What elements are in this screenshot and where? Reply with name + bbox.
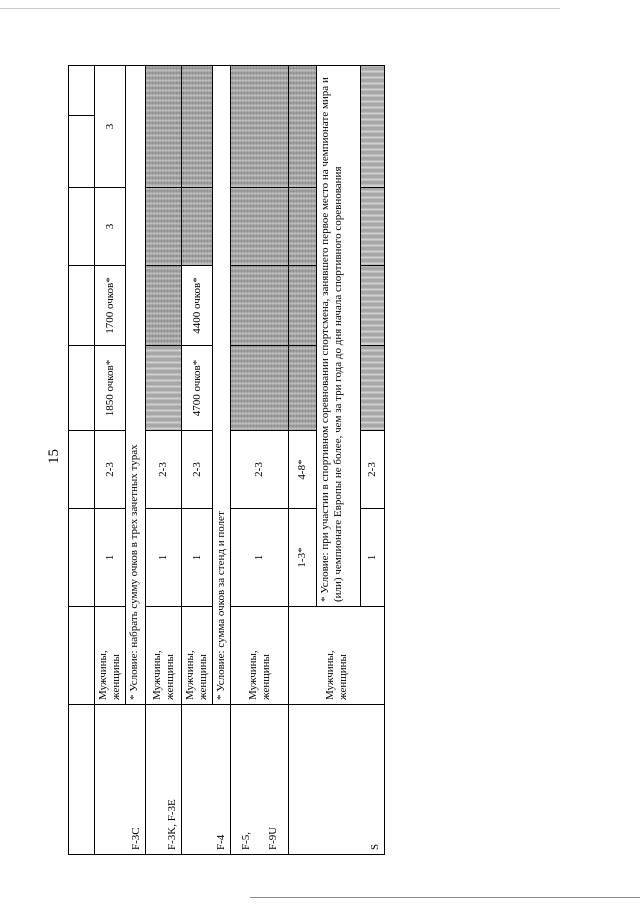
- place-cell: 1: [182, 509, 213, 607]
- gender-cell: Мужчины, женщины: [231, 607, 289, 705]
- empty-cell: [69, 116, 95, 188]
- place-cell: 1-3*: [289, 509, 317, 607]
- empty-cell: [69, 607, 95, 705]
- place-cell: 2-3: [231, 431, 289, 509]
- shaded-cell: [146, 266, 182, 346]
- empty-cell: [69, 346, 95, 431]
- shaded-cell: [361, 346, 385, 431]
- shaded-cell: [146, 66, 182, 188]
- place-cell: 2-3: [361, 431, 385, 509]
- shaded-cell: [361, 188, 385, 266]
- empty-cell: [69, 509, 95, 607]
- table-row: [289, 66, 317, 855]
- discipline-line: F-9U: [266, 826, 279, 850]
- table-row: [182, 66, 213, 855]
- condition-note: * Условие: сумма очков за стенд и полет: [213, 66, 231, 705]
- table-row-empty-top: [69, 66, 95, 855]
- shaded-cell: [231, 188, 289, 266]
- classification-table: [68, 65, 385, 855]
- shaded-cell: [146, 188, 182, 266]
- empty-cell: [69, 266, 95, 346]
- gender-cell: Мужчины, женщины: [289, 607, 385, 705]
- condition-note: * Условие: при участии в спортивном соревновании спортсмена, занявшего первое место на чемпионате мира и (или) чемпионате Европы не более, чем за три года до дня начала спортивного соревнования: [317, 66, 361, 607]
- scan-edge-bottom: [250, 897, 640, 898]
- shaded-cell: [289, 266, 317, 346]
- discipline-cell: F-3C: [95, 705, 146, 855]
- place-cell: 1: [361, 509, 385, 607]
- table-row: [95, 66, 126, 855]
- value-cell: 3: [95, 188, 126, 266]
- shaded-cell: [361, 66, 385, 188]
- shaded-cell: [231, 66, 289, 188]
- shaded-cell: [182, 66, 213, 188]
- discipline-cell: F-4: [182, 705, 231, 855]
- place-cell: 1: [146, 509, 182, 607]
- points-cell: 4700 очков*: [182, 346, 213, 431]
- shaded-cell: [231, 266, 289, 346]
- empty-cell: [69, 188, 95, 266]
- discipline-cell: S: [289, 705, 385, 855]
- gender-cell: Мужчины, женщины: [146, 607, 182, 705]
- place-cell: 1: [231, 509, 289, 607]
- shaded-cell: [182, 188, 213, 266]
- points-cell: 4400 очков*: [182, 266, 213, 346]
- empty-cell: [69, 431, 95, 509]
- place-cell: 2-3: [146, 431, 182, 509]
- shaded-cell: [289, 188, 317, 266]
- points-cell: 1850 очков*: [95, 346, 126, 431]
- gender-cell: Мужчины, женщины: [182, 607, 213, 705]
- shaded-cell: [289, 346, 317, 431]
- shaded-cell: [231, 346, 289, 431]
- discipline-cell: F-3K, F-3E: [146, 705, 182, 855]
- discipline-line: F-5,: [239, 831, 252, 850]
- shaded-cell: [289, 66, 317, 188]
- shaded-cell: [361, 266, 385, 346]
- points-cell: 1700 очков*: [95, 266, 126, 346]
- place-cell: 4-8*: [289, 431, 317, 509]
- discipline-cell: [231, 705, 289, 855]
- scan-edge-top: [0, 8, 560, 9]
- condition-note: * Условие: набрать сумму очков в трех зачетных турах: [126, 66, 146, 705]
- rotated-table: [68, 66, 381, 855]
- value-cell: 3: [95, 66, 126, 188]
- empty-cell: [69, 66, 95, 116]
- place-cell: 2-3: [95, 431, 126, 509]
- empty-cell: [69, 705, 95, 855]
- table-row: [146, 66, 182, 855]
- place-cell: 2-3: [182, 431, 213, 509]
- shaded-cell: [146, 346, 182, 431]
- place-cell: 1: [95, 509, 126, 607]
- page-number: 15: [46, 449, 62, 464]
- gender-cell: Мужчины, женщины: [95, 607, 126, 705]
- table-row: [231, 66, 289, 855]
